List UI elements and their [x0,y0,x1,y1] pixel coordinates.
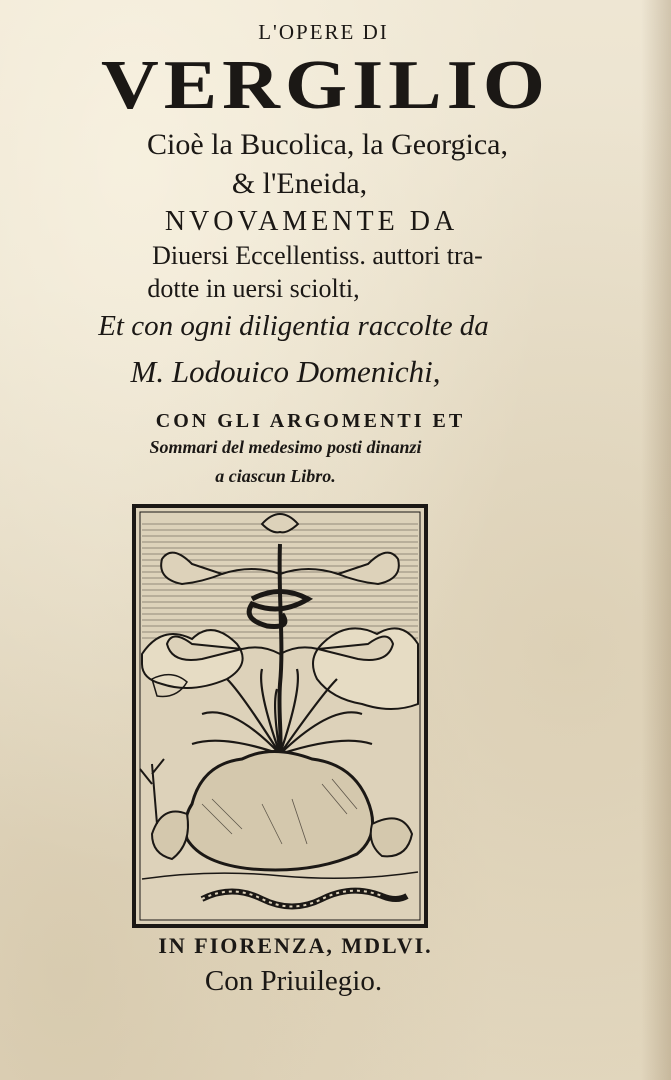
subtitle-raccolte: Et con ogni diligentia raccolte da [98,310,489,342]
subtitle-eneida: & l'Eneida, [231,167,368,200]
privilege-line: Con Priuilegio. [204,965,383,997]
heading-vergilio: VERGILIO [101,46,550,124]
subtitle-sommari: Sommari del medesimo posti dinanzi [149,437,422,457]
subtitle-argomenti: CON GLI ARGOMENTI ET [155,410,466,432]
subtitle-nuovamente: NVOVAMENTE DA [164,206,459,237]
page-edge-shadow [641,0,671,1080]
subtitle-versi-sciolti: dotte in uersi sciolti, [147,274,360,303]
heading-opere-di: L'OPERE DI [258,20,389,44]
editor-name: M. Lodouico Domenichi, [130,354,441,389]
subtitle-ciascun-libro: a ciascun Libro. [215,466,336,486]
woodcut-illustration [132,504,428,928]
imprint-place-date: IN FIORENZA, MDLVI. [158,933,433,958]
subtitle-diversi-autori: Diuersi Eccellentiss. auttori tra- [152,241,483,270]
subtitle-bucolica-georgica: Cioè la Bucolica, la Georgica, [147,128,508,161]
